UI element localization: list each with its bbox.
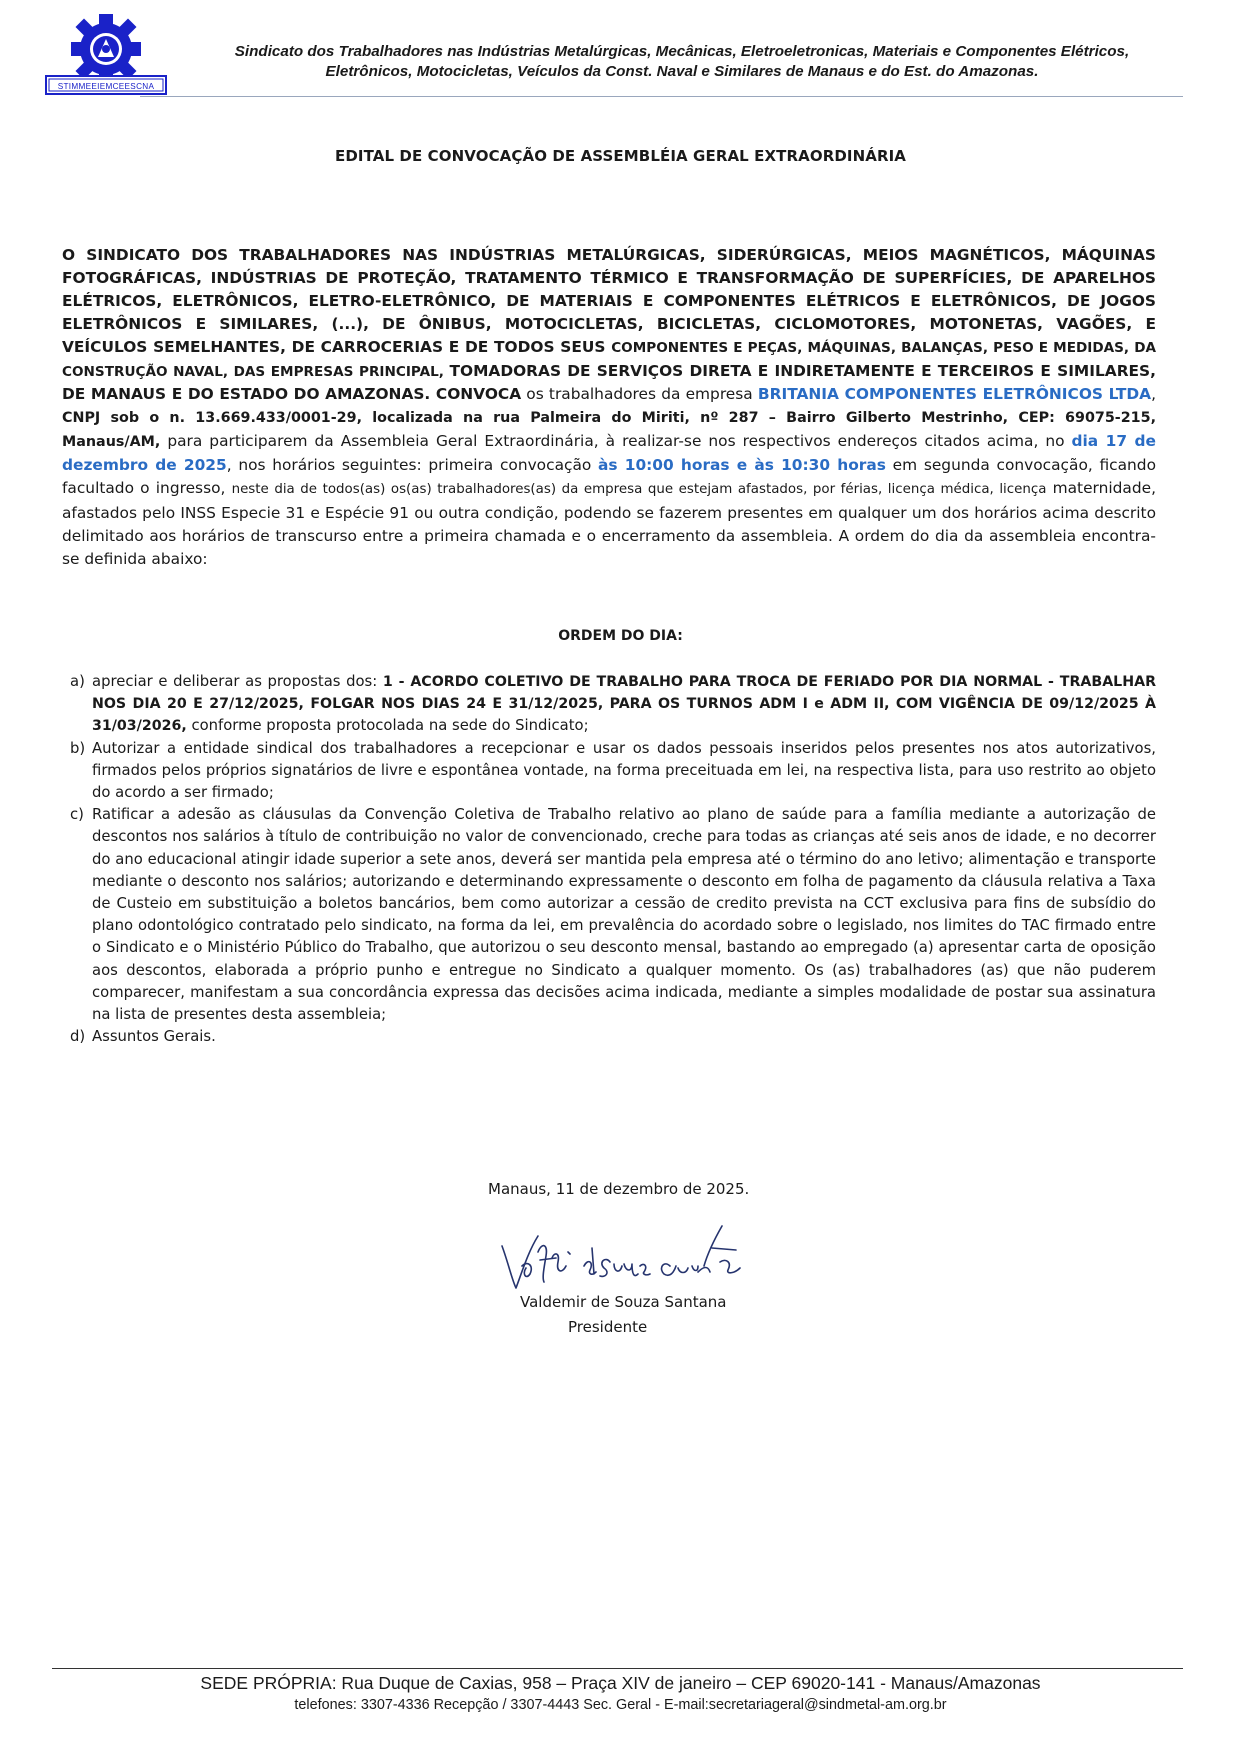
signature-date: Manaus, 11 de dezembro de 2025. [488,1180,750,1198]
union-name-line-1: Sindicato dos Trabalhadores nas Indústrias Metalúrgicas, Mecânicas, Eletroeletronicas, Materiais e Componentes Elétricos, [234,43,1130,60]
logo-text: STIMMEEIEMCEESCNA [57,82,155,91]
letterhead [45,12,1183,97]
second-call-text: em segunda convocação, ficando facultado o ingresso, [62,456,1156,498]
agenda-marker: b) [70,739,86,757]
company-cnpj-address: CNPJ sob o n. 13.669.433/0001-29, localizada na rua Palmeira do Miriti, nº 287 – Bairro Gilberto Mestrinho, CEP: 69075-215, Manaus/AM, [62,410,1156,451]
assembly-date: dia 17 de dezembro de 2025 [62,432,1156,475]
closing-text: maternidade, afastados pelo INSS Especie 31 e Espécie 91 ou outra condição, podendo se fazerem presentes em qualquer um dos horários acima descrito delimitado aos horários de transcurso entre a primeira chamada e o encerramento da assembleia. A ordem do dia da assembleia encontra-se definida abaixo: [62,479,1156,568]
agenda-item-b [62,738,1156,805]
agenda-item-lead: Assuntos Gerais. [92,1028,216,1046]
union-full-name: O SINDICATO DOS TRABALHADORES NAS INDÚSTRIAS METALÚRGICAS, SIDERÚRGICAS, MEIOS MAGNÉTICOS, MÁQUINAS FOTOGRÁFICAS, INDÚSTRIAS DE PROTEÇÃO, TRATAMENTO TÉRMICO E TRANSFORMAÇÃO DE SUPERFÍCIES, DE APARELHOS ELÉTRICOS, ELETRÔNICOS, ELETRO-ELETRÔNICO, DE MATERIAIS E COMPONENTES ELÉTRICOS E ELETRÔNICOS, DE JOGOS ELETRÔNICOS E SIMILARES, (...), DE ÔNIBUS, MOTOCICLETAS, BICICLETAS, CICLOMOTORES, MOTONETAS, VAGÕES, E VEÍCULOS SEMELHANTES, DE CARROCERIAS E DE TODOS SEUS [62,246,1156,356]
assembly-text: para participarem da Assembleia Geral Extraordinária, à realizar-se nos respectivos endereços citados acima, no [160,432,1072,451]
attendance-note: neste dia de todos(as) os(as) trabalhadores(as) da empresa que estejam afastados, por férias, licença médica, licença [231,482,1047,498]
union-name-line-2: Eletrônicos, Motocicletas, Veículos da Const. Naval e Similares de Manaus e do Est. do Amazonas. [325,63,1039,80]
union-gear-logo-icon [45,12,167,96]
agenda-item-lead: Autorizar a entidade sindical dos trabalhadores a recepcionar e usar os dados pessoais inseridos pelos presentes nos atos autorizativos, firmados pelos próprios signatários de livre e espontânea vontade, na forma preceituada em lei, na respectiva lista, para uso restrito ao objeto do acordo a ser firmado; [92,739,1156,802]
agenda-marker: a) [70,673,85,690]
union-full-name-small: COMPONENTES E PEÇAS, MÁQUINAS, BALANÇAS, PESO E MEDIDAS, DA CONSTRUÇÃO NAVAL, DAS EMPRESAS PRINCIPAL, [62,339,1156,380]
convocation-text: os trabalhadores da empresa [521,385,758,404]
union-name-header [181,42,1183,82]
agenda-item-tail: conforme proposta protocolada na sede do Sindicato; [186,717,589,735]
schedule-text: , nos horários seguintes: primeira convocação [226,456,599,475]
header-divider [140,96,1183,97]
agenda-item-bold: 1 - ACORDO COLETIVO DE TRABALHO PARA TROCA DE FERIADO POR DIA NORMAL - TRABALHAR NOS DIA 20 E 27/12/2025, FOLGAR NOS DIAS 24 E 31/12/2025, PARA OS TURNOS ADM I e ADM II, COM VIGÊNCIA DE 09/12/2025 À 31/03/2026, [92,674,1156,735]
agenda-marker: d) [70,1028,86,1046]
agenda-marker: c) [70,806,84,824]
assembly-times: às 10:00 horas e às 10:30 horas [598,456,886,475]
footer-contacts: telefones: 3307-4336 Recepção / 3307-4443 Sec. Geral - E-mail:secretariageral@sindmetal-am.org.br [294,1697,947,1713]
union-full-name-cont: TOMADORAS DE SERVIÇOS DIRETA E INDIRETAMENTE E TERCEIROS E SIMILARES, DE MANAUS E DO ESTADO DO AMAZONAS. CONVOCA [62,361,1156,404]
company-name: BRITANIA COMPONENTES ELETRÔNICOS LTDA [757,385,1152,404]
convocation-paragraph [62,244,1156,571]
separator-text: , [1151,385,1156,404]
footer-address: SEDE PRÓPRIA: Rua Duque de Caxias, 958 – Praça XIV de janeiro – CEP 69020-141 - Manaus/Amazonas [200,1673,1041,1693]
agenda-item-a [62,671,1156,738]
signatory-name: Valdemir de Souza Santana [520,1293,727,1311]
handwritten-signature [498,1222,748,1294]
agenda-item-c [62,804,1156,1026]
agenda-item-lead: apreciar e deliberar as propostas dos: [92,673,383,690]
document-title: EDITAL DE CONVOCAÇÃO DE ASSEMBLÉIA GERAL EXTRAORDINÁRIA [335,147,906,165]
signatory-role: Presidente [568,1318,648,1336]
agenda-title: ORDEM DO DIA: [558,628,683,644]
agenda-item-d [62,1026,1156,1048]
footer-divider [52,1668,1183,1669]
agenda-list [62,671,1156,1048]
agenda-item-lead: Ratificar a adesão as cláusulas da Convenção Coletiva de Trabalho relativo ao plano de saúde para a família mediante a autorização de descontos nos salários à título de contribuição no valor de convencionado, creche para todas as crianças até seis anos de idade, e no decorrer do ano educacional atingir idade superior a sete anos, deverá ser mantida pela empresa até o término do ano letivo; alimentação e transporte mediante o desconto nos salários; autorizando e determinando expressamente o desconto em folha de pagamento da cláusula relativa a Taxa de Custeio em substituição a boletos bancários, bem como autorizar a cessão de credito prevista na CCT exclusiva para fins de subsídio do plano odontológico contratado pelo sindicato, na forma da lei, em prevalência do acordado sobre o legislado, nos limites do TAC firmado entre o Sindicato e o Ministério Público do Trabalho, que autorizou o seu desconto mensal, bastando ao empregado (a) apresentar carta de oposição aos descontos, elaborada a próprio punho e entregue no Sindicato a qualquer momento. Os (as) trabalhadores (as) que não puderem comparecer, manifestam a sua concordância expressa das decisões acima indicada, mediante a simples modalidade de postar sua assinatura na lista de presentes desta assembleia; [92,806,1156,1024]
